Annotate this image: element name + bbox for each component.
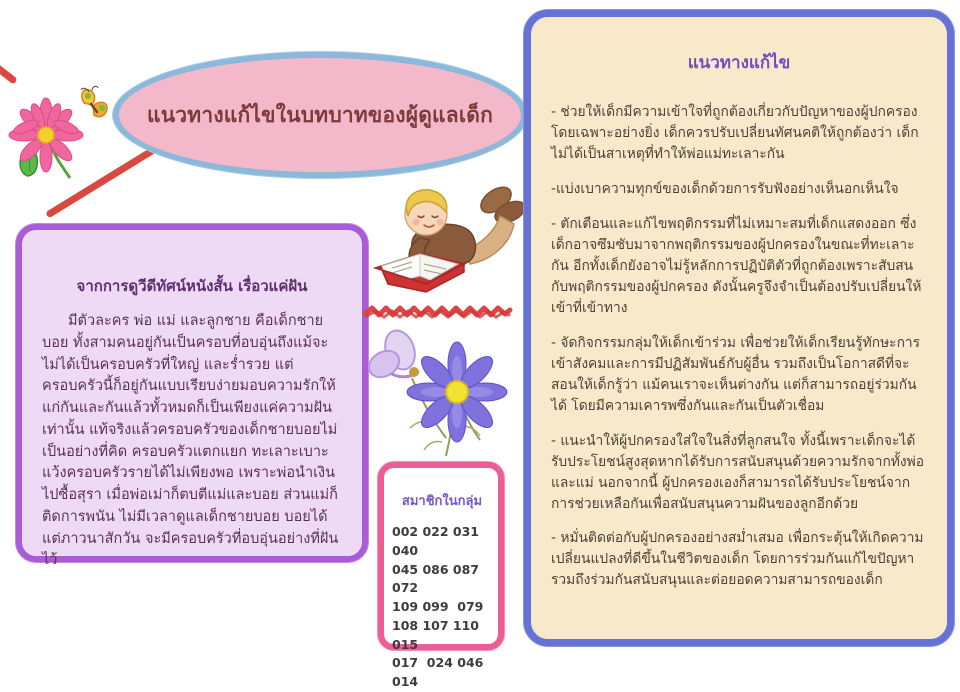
guideline-item: - ช่วยให้เด็กมีความเข้าใจที่ถูกต้องเกี่ยวกับปัญหาของผู้ปกครอง โดยเฉพาะอย่างยิ่ง เด็กควรปรับเปลี่ยนทัศนคติให้ถูกต้องว่า เด็กไม่ได้เป็นสาเหตุที่ทำให้พ่อแม่ทะเลาะกัน — [551, 104, 919, 162]
boy-reading-illustration — [368, 172, 526, 312]
page-title: แนวทางแก้ไขในบทบาทของผู้ดูแลเด็ก — [147, 102, 493, 127]
guideline-item: - ตักเตือนและแก้ไขพฤติกรรมที่ไม่เหมาะสมที่เด็กแสดงออก ซึ่งเด็กอาจซึมซับมาจากพฤติกรรมของผู้ปกครองในขณะที่ทะเลาะกัน อีกทั้งเด็กยังอาจไม่รู้หลักการปฏิบัติตัวที่ถูกต้องเพราะสับสนกับพฤติกรรมของผู้ปกครอง ดังนั้นครูจึงจำเป็นต้องปรับเปลี่ยนให้เข้าที่เข้าทาง — [551, 215, 922, 316]
member-line: 108 107 110 015 — [392, 617, 484, 652]
guideline-item: - จัดกิจกรรมกลุ่มให้เด็กเข้าร่วม เพื่อช่วยให้เด็กเรียนรู้ทักษะการเข้าสังคมและการมีปฏิสัมพันธ์กับผู้อื่น รวมถึงเป็นโอกาสดีที่จะสอนให้เด็กรู้ว่า แม้คนเราจะเห็นต่างกัน แต่ก็สามารถอยู่ร่วมกันได้ โดยมีความเคารพซึ่งกันและกันเป็นตัวเชื่อม — [551, 334, 921, 414]
title-bubble — [113, 52, 527, 178]
red-squiggle-divider — [362, 304, 514, 320]
members-panel — [378, 462, 504, 689]
guidelines-panel — [524, 10, 954, 646]
story-panel-heading: จากการดูวีดีทัศน์หนังสั้น เรื่อวแค่ฝัน — [76, 277, 308, 295]
cosmos-side-flower — [364, 326, 420, 382]
members-panel-heading: สมาชิกในกลุ่ม — [401, 494, 483, 509]
guideline-item: - หมั่นติดต่อกับผู้ปกครองอย่างสม่ำเสมอ เพื่อกระตุ้นให้เกิดความเปลี่ยนแปลงที่ดีขึ้นในชีวิตของเด็ก โดยการร่วมกันแก้ไขปัญหา รวมถึงร่วมกันสนับสนุนและต่อยอดความสามารถของเด็ก — [551, 530, 924, 589]
purple-flowers-illustration — [362, 326, 520, 460]
member-line: 045 086 087 072 — [392, 561, 484, 596]
guideline-item: -แบ่งเบาความทุกข์ของเด็กด้วยการรับฟังอย่างเห็นอกเห็นใจ — [551, 180, 899, 197]
flower-center — [38, 127, 54, 143]
story-panel — [16, 224, 368, 569]
guideline-item: - แนะนำให้ผู้ปกครองใส่ใจในสิ่งที่ลูกสนใจ ทั้งนี้เพราะเด็กจะได้รับประโยชน์สูงสุดหากได้รับการสนับสนุนด้วยความรักจากทั้งพ่อและแม่ นอกจากนี้ ผู้ปกครองเองก็สามารถได้รับประโยชน์จากการช่วยเหลือกันเพื่อสนับสนุนความฝันของลูกอีกด้วย — [551, 432, 925, 512]
butterfly-icon — [81, 86, 107, 116]
red-crayon-edge-stroke — [0, 61, 18, 85]
boy-head — [405, 190, 447, 235]
guidelines-panel-heading: แนวทางแก้ไข — [687, 53, 791, 73]
member-line: 017 024 046 — [392, 655, 484, 671]
member-line: 002 022 031 040 — [392, 524, 484, 558]
story-panel-body: มีตัวละคร พ่อ แม่ และลูกชาย คือเด็กชายบอย ทั้งสามคนอยู่กันเป็นครอบที่อบอุ่นถึงแม้จะไม่ได้เป็นครอบครัวที่ใหญ่ และร่ำรวย แต่ครอบครัวนี้ก็อยู่กันแบบเรียบง่ายมอบความรักให้แก่กันและกันแล้วทั้วหมดก็เป็นเพียงแค่ความฝันเท่านั้น แท้จริงแล้วครอบครัวของเด็กชายบอยไม่เป็นอย่างที่คิด ครอบครัวแตกแยก ทะเลาะเบาะแว้งครอบครัวรายได้ไม่เพียงพอ เพราะพ่อนำเงิน ไปซื้อสุรา เมื่อพ่อเม่าก็ตบตีแม่และบอย ส่วนแม่ก็ติดการพนัน ไม่มีเวลาดูแลเด็กชายบอย บอยได้แต่ภาวนาสักวัน จะมีครอบครัวที่อบอุ่นอย่างที่ฝันไว้ — [42, 313, 339, 569]
cosmos-main-flower — [407, 342, 507, 442]
member-line: 014 — [392, 674, 419, 689]
member-line: 109 099 079 — [392, 599, 484, 614]
flower-butterfly-illustration — [8, 80, 114, 180]
